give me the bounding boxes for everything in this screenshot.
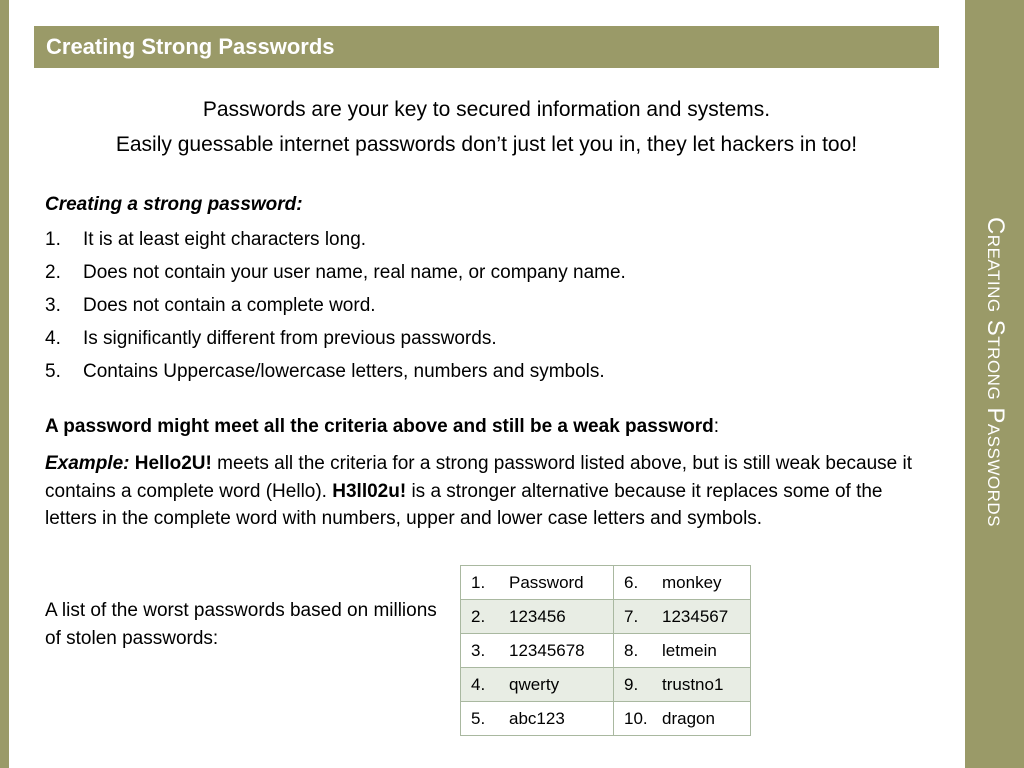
criteria-text: Does not contain your user name, real name, or company name. — [83, 262, 626, 283]
table-cell — [461, 702, 614, 736]
table-cell — [614, 702, 751, 736]
example-text-1: meets all the criteria for a strong password listed above, but is still weak because it contains a complete word (Hello). — [45, 453, 913, 502]
example-strong-password: H3ll02u! — [332, 480, 407, 502]
worst-passwords-table — [460, 565, 751, 736]
weak-password-heading — [45, 416, 719, 438]
criteria-number: 2. — [45, 262, 61, 283]
intro-line-2: Easily guessable internet passwords don’t just let you in, they let hackers in too! — [115, 133, 858, 156]
rank: 5. — [471, 708, 486, 728]
password: abc123 — [509, 708, 565, 728]
password: trustno1 — [662, 674, 724, 694]
rank: 7. — [624, 606, 639, 626]
criteria-item — [45, 358, 626, 391]
left-accent-bar — [0, 0, 9, 768]
example-paragraph — [45, 450, 925, 533]
table-row — [461, 566, 751, 600]
table-row — [461, 702, 751, 736]
table-cell — [614, 634, 751, 668]
criteria-number: 5. — [45, 361, 61, 382]
weak-heading-colon: : — [713, 416, 720, 437]
table-row — [461, 634, 751, 668]
criteria-item — [45, 292, 626, 325]
rank: 9. — [624, 674, 639, 694]
criteria-item — [45, 325, 626, 358]
table-cell — [461, 634, 614, 668]
rank: 1. — [471, 572, 486, 592]
side-title — [965, 0, 1024, 768]
criteria-list — [45, 226, 626, 391]
example-text-2: is a stronger alternative because it replaces some of the letters in the complete word with numbers, upper and lower case letters and symbols. — [45, 480, 883, 529]
password: dragon — [662, 708, 715, 728]
password: 1234567 — [662, 606, 729, 626]
password: letmein — [662, 640, 717, 660]
table-cell — [614, 566, 751, 600]
table-row — [461, 600, 751, 634]
criteria-text: Is significantly different from previous passwords. — [83, 328, 497, 349]
password: 123456 — [509, 606, 566, 626]
intro-line-1: Passwords are your key to secured information and systems. — [202, 98, 771, 121]
table-cell — [461, 600, 614, 634]
rank: 10. — [624, 708, 648, 728]
criteria-text: Does not contain a complete word. — [83, 295, 376, 316]
criteria-number: 4. — [45, 328, 61, 349]
example-label: Example: — [45, 453, 130, 474]
password: 12345678 — [509, 640, 585, 660]
table-row — [461, 668, 751, 702]
criteria-text: Contains Uppercase/lowercase letters, numbers and symbols. — [83, 361, 605, 382]
rank: 8. — [624, 640, 639, 660]
password: qwerty — [509, 674, 560, 694]
criteria-heading: Creating a strong password: — [45, 194, 303, 215]
criteria-item — [45, 259, 626, 292]
side-title-text: Creating Strong Passwords — [981, 216, 1009, 528]
table-cell — [461, 668, 614, 702]
rank: 4. — [471, 674, 486, 694]
example-weak-password: Hello2U! — [134, 453, 212, 474]
table-cell — [614, 600, 751, 634]
intro — [34, 92, 939, 162]
table-cell — [461, 566, 614, 600]
criteria-number: 3. — [45, 295, 61, 316]
title-bar — [34, 26, 939, 68]
worst-list-caption: A list of the worst passwords based on millions of stolen passwords: — [45, 600, 437, 649]
criteria-item — [45, 226, 626, 259]
criteria-number: 1. — [45, 229, 61, 250]
rank: 2. — [471, 606, 486, 626]
weak-heading-text: A password might meet all the criteria above and still be a weak password — [45, 416, 714, 437]
criteria-text: It is at least eight characters long. — [83, 229, 367, 250]
table-cell — [614, 668, 751, 702]
rank: 6. — [624, 572, 639, 592]
rank: 3. — [471, 640, 486, 660]
password: Password — [509, 572, 584, 592]
password: monkey — [662, 572, 722, 592]
slide-title: Creating Strong Passwords — [46, 34, 335, 59]
